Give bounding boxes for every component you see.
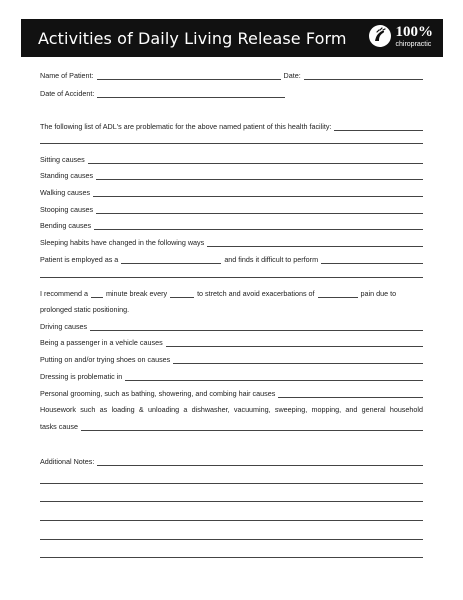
accident-date-field[interactable] <box>97 91 285 98</box>
bending-field[interactable] <box>94 223 423 230</box>
employment-row <box>40 255 423 264</box>
driving-row <box>40 322 423 331</box>
employment-extra-line[interactable] <box>40 277 423 278</box>
logo-tagline: chiropractic <box>395 41 432 48</box>
shoes-field[interactable] <box>173 357 423 364</box>
notes-row <box>40 457 423 466</box>
accident-date-label: Date of Accident: <box>40 89 95 98</box>
logo-percent: 100% <box>395 24 433 40</box>
sleeping-label: Sleeping habits have changed in the following ways <box>40 238 205 247</box>
notes-line[interactable] <box>40 501 423 502</box>
housework-field[interactable] <box>81 424 423 431</box>
standing-label: Standing causes <box>40 171 94 180</box>
occupation-field[interactable] <box>121 257 221 264</box>
intro-extra-line[interactable] <box>40 143 423 144</box>
patient-name-row <box>40 71 423 80</box>
recommend-label-2: minute break every <box>105 289 168 298</box>
recommendation-continued: prolonged static positioning. <box>40 305 130 314</box>
housework-text: Housework such as loading & unloading a dishwasher, vacuuming, sweeping, mopping, and general household <box>40 405 423 414</box>
notes-line[interactable] <box>40 539 423 540</box>
pain-area-field[interactable] <box>318 291 358 298</box>
bending-label: Bending causes <box>40 221 92 230</box>
bending-row <box>40 221 423 230</box>
standing-row <box>40 171 423 180</box>
logo-wordmark <box>396 24 434 48</box>
stooping-row <box>40 205 423 214</box>
stooping-label: Stooping causes <box>40 205 94 214</box>
form-title: Activities of Daily Living Release Form <box>38 28 347 48</box>
dressing-field[interactable] <box>125 374 423 381</box>
date-field[interactable] <box>304 73 423 80</box>
recommend-label-1: I recommend a <box>40 289 88 298</box>
form-header <box>21 19 443 57</box>
driving-field[interactable] <box>90 324 423 331</box>
notes-field[interactable] <box>97 459 423 466</box>
walking-field[interactable] <box>93 190 423 197</box>
recommend-label-4: pain due to <box>360 289 397 298</box>
break-minutes-field[interactable] <box>91 291 103 298</box>
driving-label: Driving causes <box>40 322 88 331</box>
tasks-label: tasks cause <box>40 422 78 431</box>
break-interval-field[interactable] <box>170 291 194 298</box>
standing-field[interactable] <box>96 173 423 180</box>
recommendation-row <box>40 289 423 298</box>
walking-label: Walking causes <box>40 188 91 197</box>
passenger-label: Being a passenger in a vehicle causes <box>40 338 163 347</box>
grooming-field[interactable] <box>278 391 423 398</box>
sitting-field[interactable] <box>88 157 423 164</box>
intro-text: The following list of ADL's are problematic for the above named patient of this health facility: <box>40 122 332 131</box>
dressing-label: Dressing is problematic in <box>40 372 123 381</box>
grooming-label: Personal grooming, such as bathing, showering, and combing hair causes <box>40 389 276 398</box>
sitting-label: Sitting causes <box>40 155 85 164</box>
shoes-row <box>40 355 423 364</box>
accident-date-row <box>40 89 285 98</box>
sitting-row <box>40 155 423 164</box>
spine-logo-icon <box>368 24 392 48</box>
employed-post-label: and finds it difficult to perform <box>224 255 319 264</box>
notes-label: Additional Notes: <box>40 457 95 466</box>
patient-name-field[interactable] <box>97 73 281 80</box>
intro-row <box>40 122 423 131</box>
intro-field[interactable] <box>334 124 423 131</box>
stooping-field[interactable] <box>96 207 423 214</box>
notes-line[interactable] <box>40 557 423 558</box>
shoes-label: Putting on and/or trying shoes on causes <box>40 355 171 364</box>
sleeping-row <box>40 238 423 247</box>
walking-row <box>40 188 423 197</box>
passenger-field[interactable] <box>166 340 423 347</box>
dressing-row <box>40 372 423 381</box>
housework-tasks-row <box>40 422 423 431</box>
passenger-row <box>40 338 423 347</box>
employed-label: Patient is employed as a <box>40 255 119 264</box>
notes-line[interactable] <box>40 483 423 484</box>
sleeping-field[interactable] <box>207 240 423 247</box>
difficult-task-field[interactable] <box>321 257 423 264</box>
recommend-label-3: to stretch and avoid exacerbations of <box>197 289 315 298</box>
grooming-row <box>40 389 423 398</box>
chiropractic-logo <box>368 24 434 48</box>
date-label: Date: <box>283 71 301 80</box>
notes-line[interactable] <box>40 520 423 521</box>
patient-name-label: Name of Patient: <box>40 71 94 80</box>
